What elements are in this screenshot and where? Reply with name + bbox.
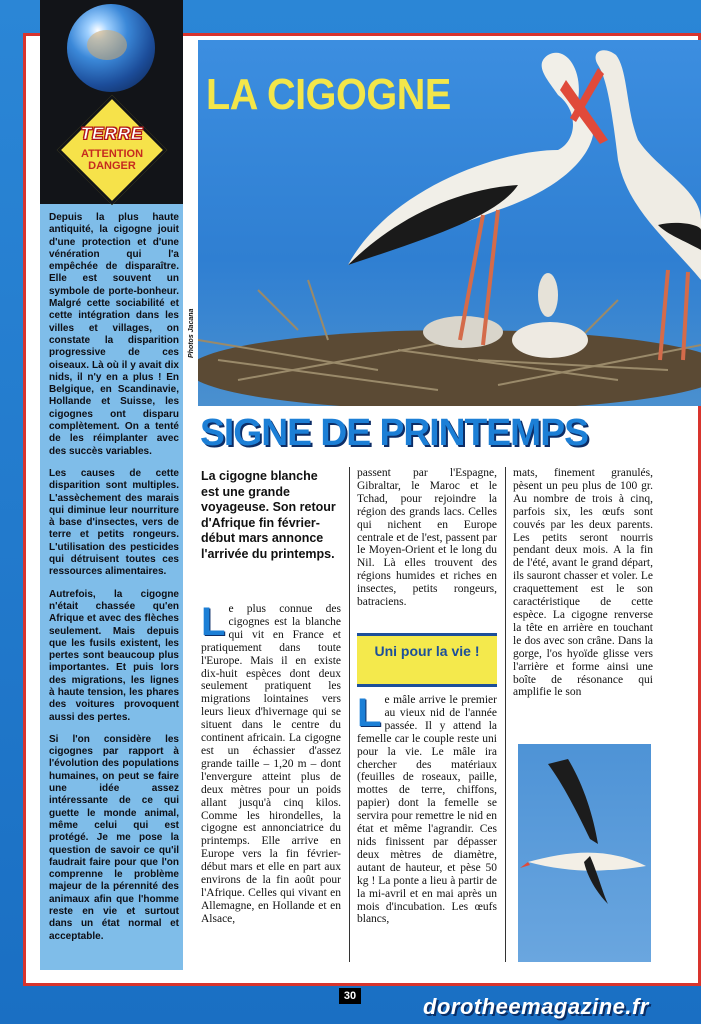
column-divider: [505, 467, 506, 962]
subheading-box: [357, 633, 497, 687]
column-1-text: e plus connue des cigognes est la blanche qui vit en France et pratiquement dans toute l'Europe. Mais il en existe dix-huit espèces dont deux seulement pratiquent les migrations lointaines vers leurs lieux d'hivernage qui se situent dans le centre du continent africain. La cigogne est un échassier d'assez grande taille – 1,20 m – dont l'envergure atteint plus de deux mètres pour un poids allant jusqu'à cinq kilos. Comme les hirondelles, la cigogne est annonciatrice du printemps. Elle arrive en Europe vers la fin février-début mars et elle en part aux environs de la fin août pour l'Afrique. Celles qui vivant en Allemagne, en Hollande et en Alsace,: [201, 603, 341, 925]
page-number: 30: [339, 988, 361, 1004]
hero-title: LA CIGOGNE: [206, 70, 451, 119]
badge-terre: TERRE: [80, 124, 144, 143]
article-column-2b: [357, 691, 497, 926]
sidebar-paragraph: Autrefois, la cigogne n'était chassée qu'en Afrique et avec des flèches seulement. Mais depuis que les fusils existent, les pertes sont beaucoup plus importantes. Et puis lors des migrations, les lignes à haute tension, les phares des voitures provoquent aussi des pertes.: [49, 588, 179, 723]
subheading-title: Uni pour la vie !: [374, 643, 480, 659]
hero-photo: [198, 40, 701, 406]
watermark: dorotheemagazine.fr: [423, 994, 649, 1019]
column-divider: [349, 467, 350, 962]
sidebar-paragraph: Depuis la plus haute antiquité, la cigogne jouit d'une protection et d'une vénération qui l'a empêchée de disparaître. Elle est souvent un symbole de porte-bonheur. Malgré cette sociabilité et cette intégration dans les villes et villages, on constate la disparition progressive de ces oiseaux. Là où il y avait dix nids, il n'y en a plus ! En Belgique, en Scandinavie, Hollande et Suisse, les cigognes ont disparu complètement. On a tenté de les réimplanter avec des succès variables.: [49, 212, 179, 457]
column-3-text: mats, finement granulés, pèsent un peu plus de 100 gr. Au nombre de trois à cinq, parfois six, les œufs sont couvés par les deux parents. Les petits seront nourris pendant deux mois. A la fin de l'été, avant le grand départ, ils sauront chasser et voler. Le craquettement est le son caractéristique de cette espèce. La cigogne renverse la tête en arrière en touchant le dos avec son crâne. Dans la gorge, l'os hyoïde glisse vers l'arrière et forme ainsi une boîte de résonance qui amplifie le son: [513, 467, 653, 699]
column-2b-text: e mâle arrive le premier au vieux nid de l'année passée. Il y attend la femelle car le couple reste uni pour la vie. Le mâle ira chercher des matériaux (feuilles de roseaux, paille, mottes de terre, chiffons, papier) dont la femelle se servira pour remettre le nid en état et même l'agrandir. Ces nids finissent par dépasser deux mètres de diamètre, autant de hauteur, et pèse 50 kg ! La ponte a lieu à partir de la mi-avril et en mai après un mois d'incubation. Les œufs blancs,: [357, 694, 497, 926]
flying-stork-illustration: [518, 744, 651, 962]
article-column-2: [357, 467, 497, 609]
sidebar-text: [49, 212, 179, 953]
article-headline: SIGNE DE PRINTEMPS: [200, 412, 588, 454]
badge-attention-danger: ATTENTION DANGER: [80, 148, 144, 172]
flying-stork-photo: [516, 742, 653, 964]
sidebar-paragraph: Si l'on considère les cigognes par rapport à l'évolution des populations humaines, on peut se faire une idée assez intéressante de ce qui guette le monde animal, même celui qui est protégé. Je me pose la question de savoir ce qu'il faudrait faire pour que l'on comprenne le problème majeur de la pérennité des animaux afin que l'homme reste en vie et surtout dans un état normal et acceptable.: [49, 733, 179, 942]
dropcap: L: [357, 691, 382, 735]
article-column-3: [513, 467, 653, 699]
column-2-text: passent par l'Espagne, Gibraltar, le Maroc et le Tchad, pour rejoindre la région des grands lacs. Celles qui nichent en Europe centrale et de l'est, passent par le Moyen-Orient et le long du Nil. Là elles trouvent des régions humides et riches en insectes, petits rongeurs, batraciens.: [357, 467, 497, 609]
dropcap: L: [201, 600, 226, 644]
danger-badge: [56, 94, 168, 206]
sidebar-paragraph: Les causes de cette disparition sont multiples. L'assèchement des marais qui diminue leur nourriture à base d'insectes, vers de terre et petits rongeurs. L'utilisation des pesticides qui détruisent toutes ces ressources alimentaires.: [49, 467, 179, 578]
earth-globe-icon: [67, 4, 155, 92]
article-lead: La cigogne blanche est une grande voyageuse. Son retour d'Afrique fin février-début mars annonce l'arrivée du printemps.: [201, 469, 336, 561]
article-column-1: [201, 600, 341, 926]
photo-credit: Photos Jacana: [188, 308, 195, 358]
sidebar-header: [40, 0, 183, 204]
